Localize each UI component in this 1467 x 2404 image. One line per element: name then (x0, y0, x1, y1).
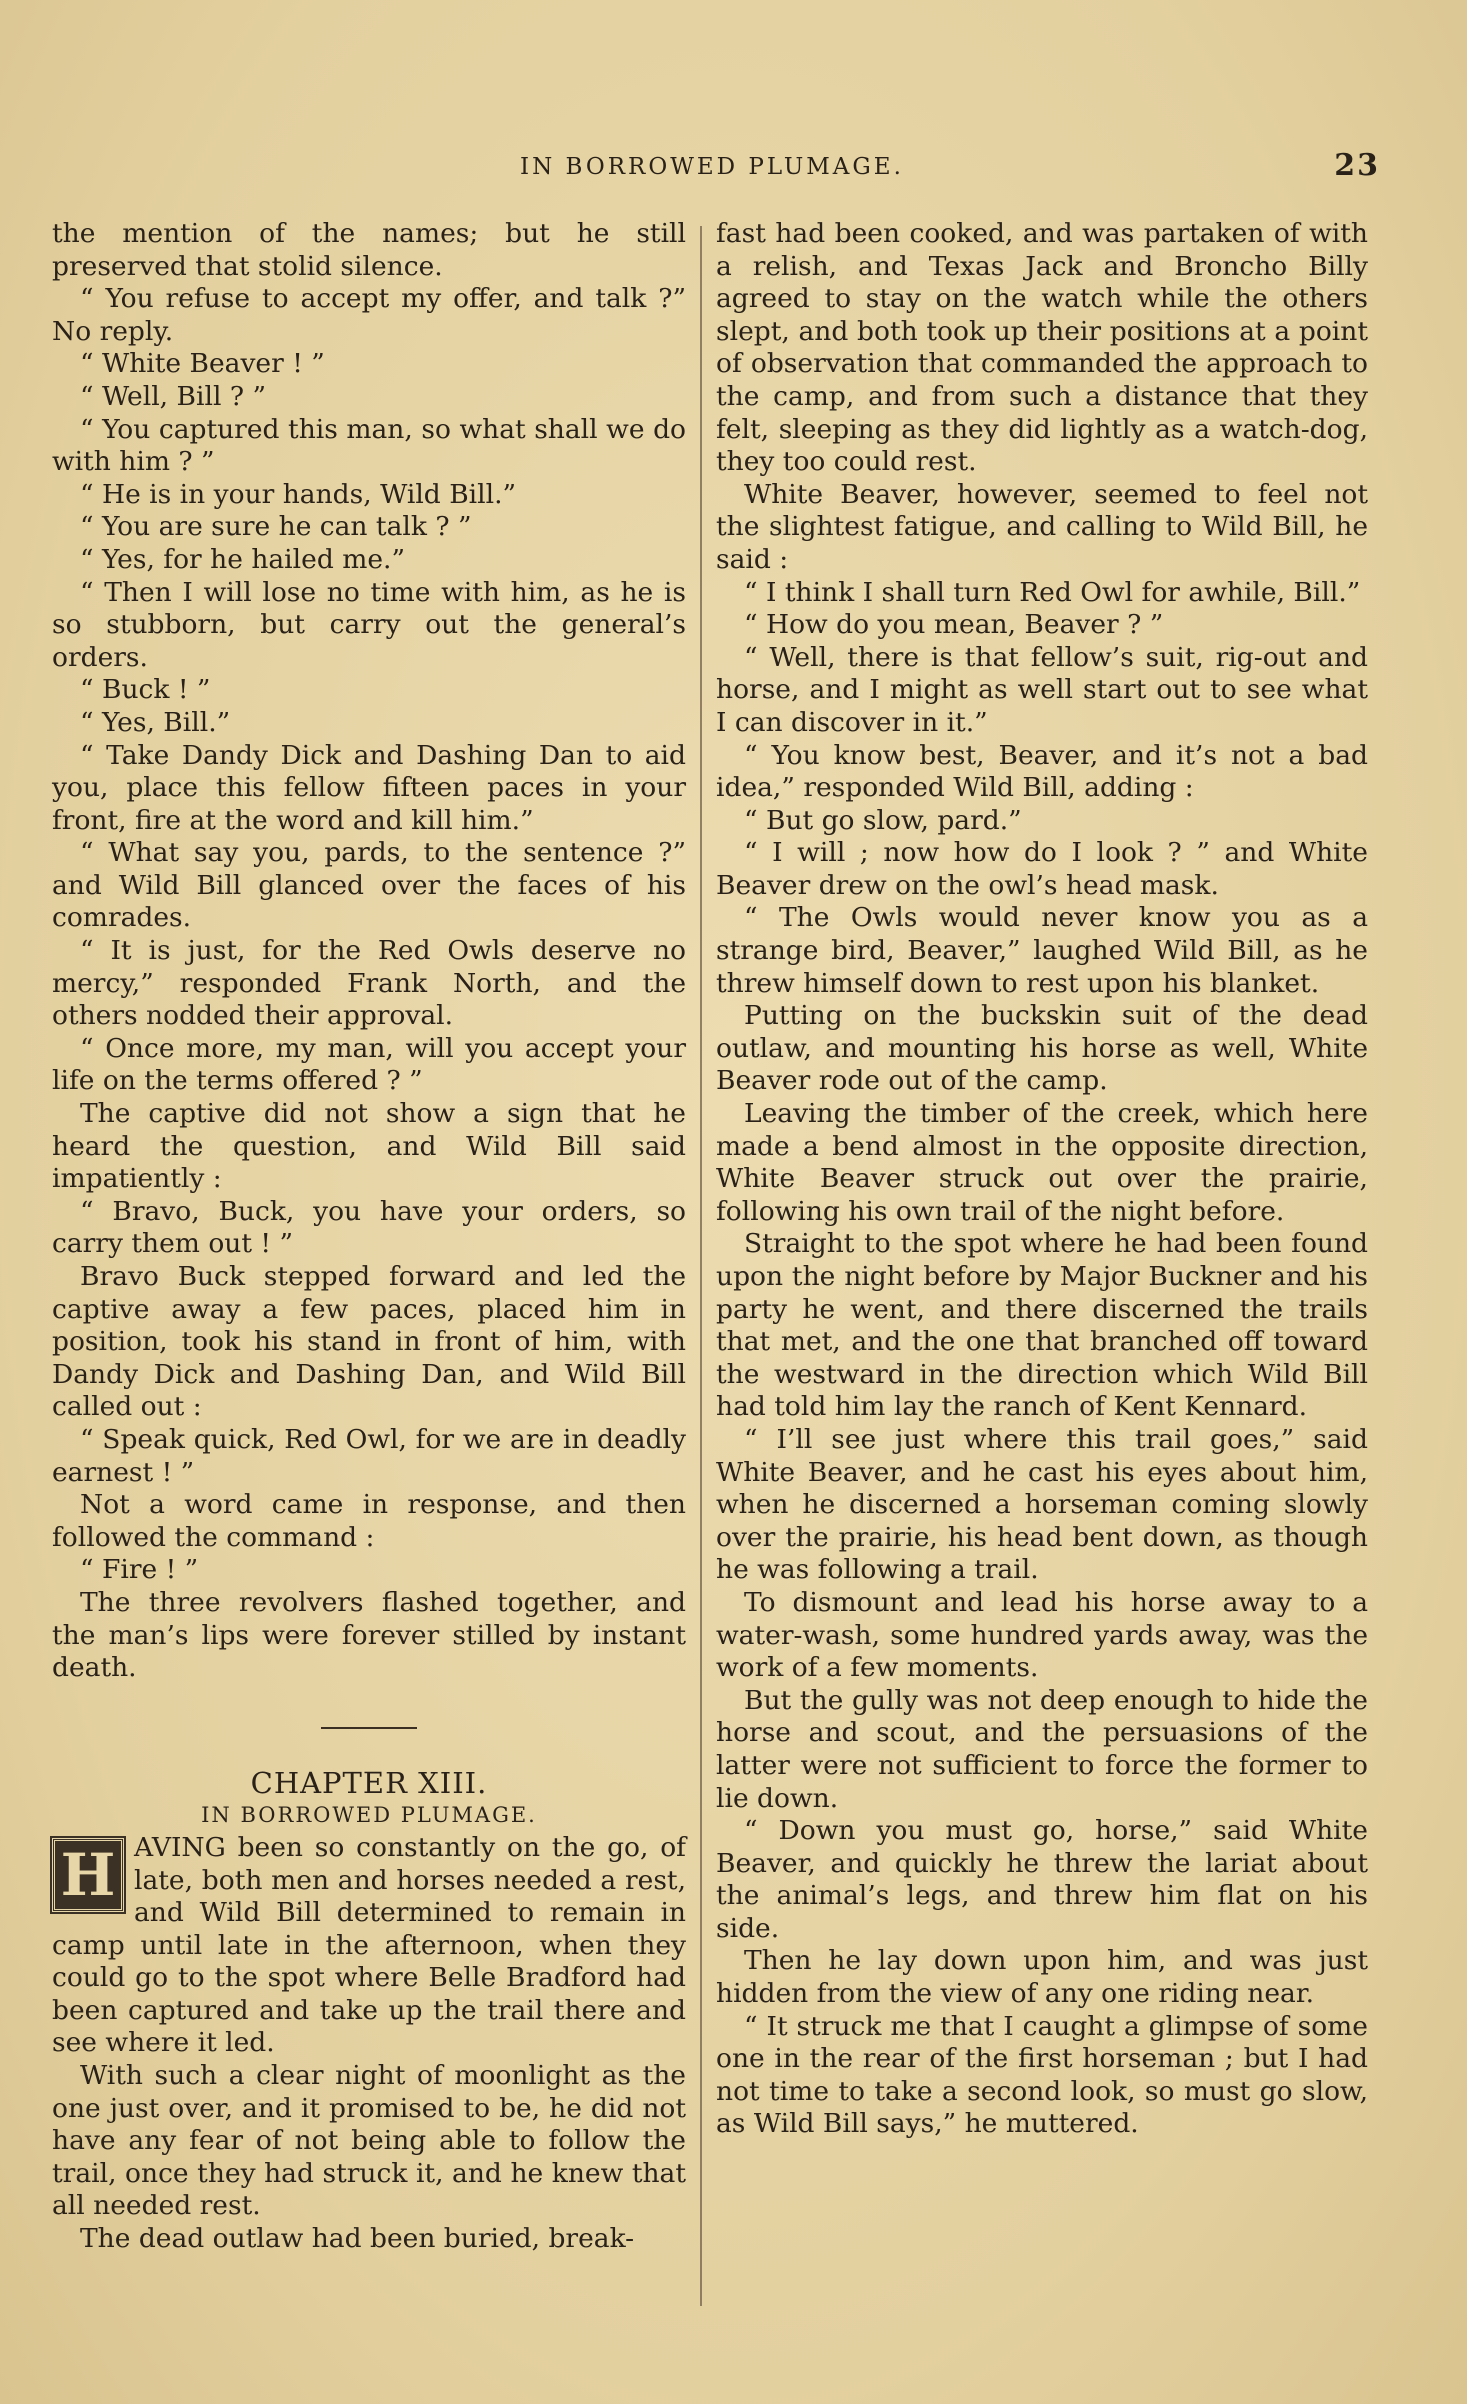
chapter-subtitle: IN BORROWED PLUMAGE. (201, 1803, 537, 1828)
paragraph: White Beaver, however, seemed to feel not the slightest fatigue, and calling to Wild Bill, he said : (716, 478, 1368, 575)
paragraph: fast had been cooked, and was partaken of with a relish, and Texas Jack and Broncho Billy agreed to stay on the watch while the others slept, and both took up their positions at a point of observation that commanded the approach to the camp, and from such a distance that they felt, sleeping as they did lightly as a watch-dog, they too could rest. (716, 218, 1368, 478)
paragraph: “ Down you must go, horse,” said White Beaver, and quickly he threw the lariat about the animal’s legs, and threw him flat on his side. (716, 1815, 1368, 1944)
paragraph: “ You refuse to accept my offer, and talk ?” No reply. (52, 283, 686, 347)
running-title: IN BORROWED PLUMAGE. (520, 154, 904, 180)
paragraph: “ Then I will lose no time with him, as he is so stubborn, but carry out the general’s orders. (52, 576, 686, 673)
paragraph: “ It struck me that I caught a glimpse of some one in the rear of the first horseman ; but I had not time to take a second look, so must go slow, as Wild Bill says,” he muttered. (716, 2010, 1368, 2140)
paragraph: “ The Owls would never know you as a strange bird, Beaver,” laughed Wild Bill, as he threw himself down to rest upon his blanket. (716, 902, 1368, 999)
paragraph: “ How do you mean, Beaver ? ” (744, 609, 1164, 641)
left-column (52, 218, 686, 2256)
section-rule (321, 1727, 417, 1729)
paragraph: Putting on the buckskin suit of the dead outlaw, and mounting his horse as well, White Beaver rode out of the camp. (716, 1000, 1368, 1097)
paragraph: Bravo Buck stepped forward and led the captive away a few paces, placed him in position, took his stand in front of him, with Dandy Dick and Dashing Dan, and Wild Bill called out : (52, 1261, 686, 1423)
paragraph: “ Speak quick, Red Owl, for we are in deadly earnest ! ” (52, 1423, 686, 1488)
drop-cap: H (52, 1838, 124, 1912)
paragraph: The three revolvers flashed together, and the man’s lips were forever stilled by instant death. (52, 1586, 686, 1684)
paragraph: Leaving the timber of the creek, which here made a bend almost in the opposite direction, White Beaver struck out over the prairie, following his own trail of the night before. (716, 1098, 1368, 1227)
paragraph: “ Bravo, Buck, you have your orders, so carry them out ! ” (52, 1195, 686, 1260)
chapter-opening-paragraph (52, 1832, 686, 2060)
paragraph: Straight to the spot where he had been found upon the night before by Major Buckner and his party he went, and there discerned the trails that met, and the one that branched off toward the westward in the direction which Wild Bill had told him lay the ranch of Kent Kennard. (716, 1228, 1368, 1423)
paragraph: “ But go slow, pard.” (744, 804, 1022, 836)
paragraph: “ Fire ! ” (80, 1554, 199, 1586)
paragraph: “ Well, Bill ? ” (80, 380, 267, 412)
page-number: 23 (1334, 148, 1380, 183)
paragraph: “ Buck ! ” (80, 674, 211, 706)
paragraph: Not a word came in response, and then followed the command : (52, 1489, 686, 1553)
paragraph: Then he lay down upon him, and was just hidden from the view of any one riding near. (716, 1945, 1368, 2010)
paragraph: “ You know best, Beaver, and it’s not a bad idea,” responded Wild Bill, adding : (716, 739, 1368, 804)
paragraph: the mention of the names; but he still preserved that stolid silence. (52, 218, 686, 282)
paragraph: With such a clear night of moonlight as the one just over, and it promised to be, he did not have any fear of not being able to follow the trail, once they had struck it, and he knew that all needed rest. (52, 2060, 686, 2222)
paragraph: “ Well, there is that fellow’s suit, rig-out and horse, and I might as well start out to see what I can discover in it.” (716, 641, 1368, 738)
paragraph: “ He is in your hands, Wild Bill.” (80, 478, 517, 510)
paragraph: “ You are sure he can talk ? ” (80, 511, 472, 543)
paragraph: “ Take Dandy Dick and Dashing Dan to aid you, place this fellow fifteen paces in your front, fire at the word and kill him.” (52, 739, 686, 836)
paragraph: “ White Beaver ! ” (80, 348, 325, 380)
paragraph: “ Yes, for he hailed me.” (80, 543, 405, 575)
paragraph: The dead outlaw had been buried, break- (80, 2223, 635, 2255)
paragraph: “ Yes, Bill.” (80, 706, 231, 738)
column-divider (700, 226, 702, 2306)
paragraph: “ Once more, my man, will you accept your life on the terms offered ? ” (52, 1032, 686, 1097)
paragraph: To dismount and lead his horse away to a water-wash, some hundred yards away, was the work of a few moments. (716, 1586, 1368, 1684)
paragraph: “ I will ; now how do I look ? ” and White Beaver drew on the owl’s head mask. (716, 837, 1368, 901)
paragraph: “ I think I shall turn Red Owl for awhile, Bill.” (744, 576, 1361, 608)
paragraph: “ You captured this man, so what shall we do with him ? ” (52, 413, 686, 478)
paragraph: “ What say you, pards, to the sentence ?” and Wild Bill glanced over the faces of his comrades. (52, 837, 686, 934)
chapter-heading: CHAPTER XIII. (250, 1765, 488, 1800)
right-column (716, 218, 1368, 2141)
paragraph: “ I’ll see just where this trail goes,” said White Beaver, and he cast his eyes about him, when he discerned a horseman coming slowly over the prairie, his head bent down, as though he was following a trail. (716, 1423, 1368, 1586)
chapter-opening-text: AVING been so constantly on the go, of late, both men and horses needed a rest, and Wild Bill determined to remain in camp until late in the afternoon, when they could go to the spot where Belle Bradford had been captured and take up the trail there and see where it led. (52, 1831, 686, 2059)
paragraph: The captive did not show a sign that he heard the question, and Wild Bill said impatiently : (52, 1098, 686, 1195)
paragraph: “ It is just, for the Red Owls deserve no mercy,” responded Frank North, and the others nodded their approval. (52, 935, 686, 1032)
paragraph: But the gully was not deep enough to hide the horse and scout, and the persuasions of the latter were not sufficient to force the former to lie down. (716, 1684, 1368, 1814)
